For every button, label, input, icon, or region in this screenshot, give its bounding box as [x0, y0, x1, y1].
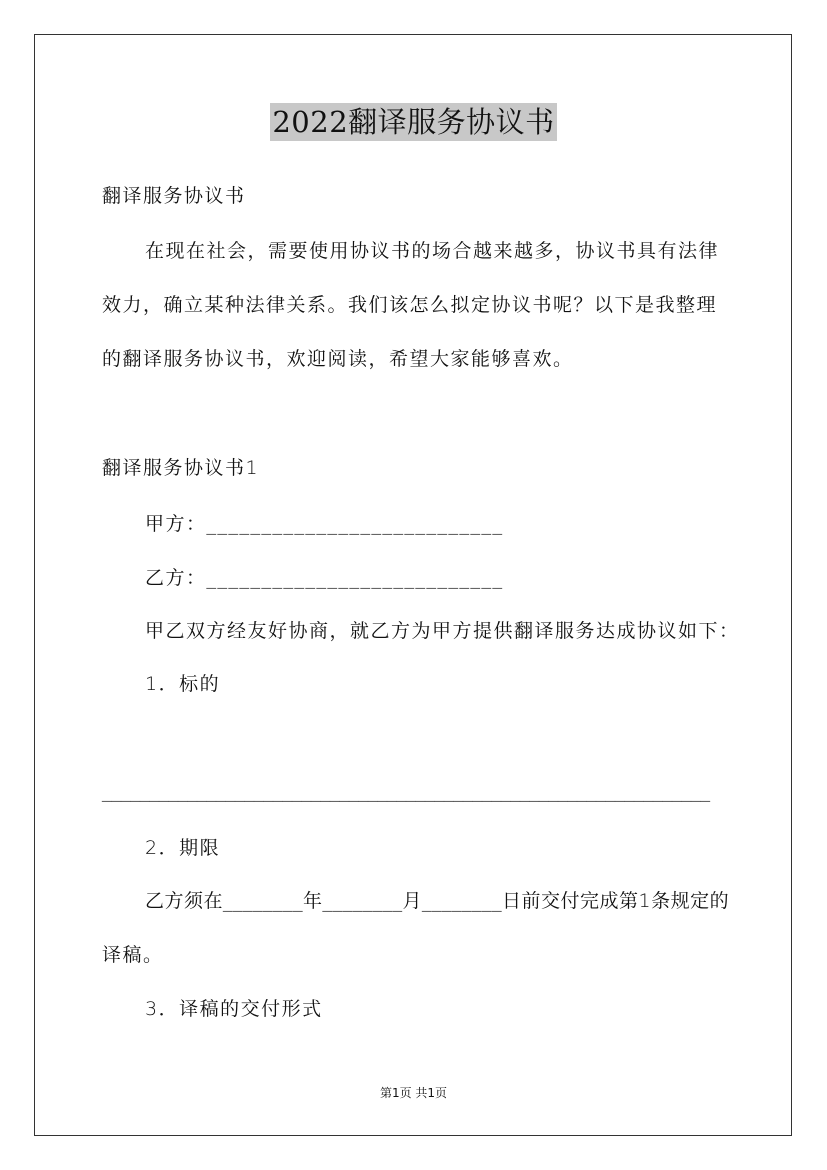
item-3-heading: 3．译稿的交付形式 [145, 998, 323, 1020]
party-a-line: 甲方：___________________________ [145, 513, 504, 535]
item-2-heading: 2．期限 [145, 837, 221, 859]
deadline-line-1: 乙方须在________年________月________日前交付完成第1条规定的 [145, 890, 730, 912]
intro-line-1: 在现在社会，需要使用协议书的场合越来越多，协议书具有法律 [145, 240, 720, 262]
agreement-line: 甲乙双方经友好协商，就乙方为甲方提供翻译服务达成协议如下： [145, 620, 740, 642]
subject-blank-line: ________________________________________________________________ [102, 780, 710, 802]
intro-line-3: 的翻译服务协议书，欢迎阅读，希望大家能够喜欢。 [102, 348, 574, 370]
document-title: 2022翻译服务协议书 [272, 105, 555, 139]
document-subtitle: 翻译服务协议书 [102, 185, 246, 207]
item-1-heading: 1．标的 [145, 673, 221, 695]
title-container [0, 103, 827, 141]
page-footer: 第1页 共1页 [379, 1086, 448, 1100]
party-b-line: 乙方：___________________________ [145, 567, 504, 589]
intro-line-2: 效力，确立某种法律关系。我们该怎么拟定协议书呢？以下是我整理 [102, 294, 718, 316]
section-heading: 翻译服务协议书1 [102, 457, 260, 479]
deadline-line-2: 译稿。 [102, 944, 164, 966]
